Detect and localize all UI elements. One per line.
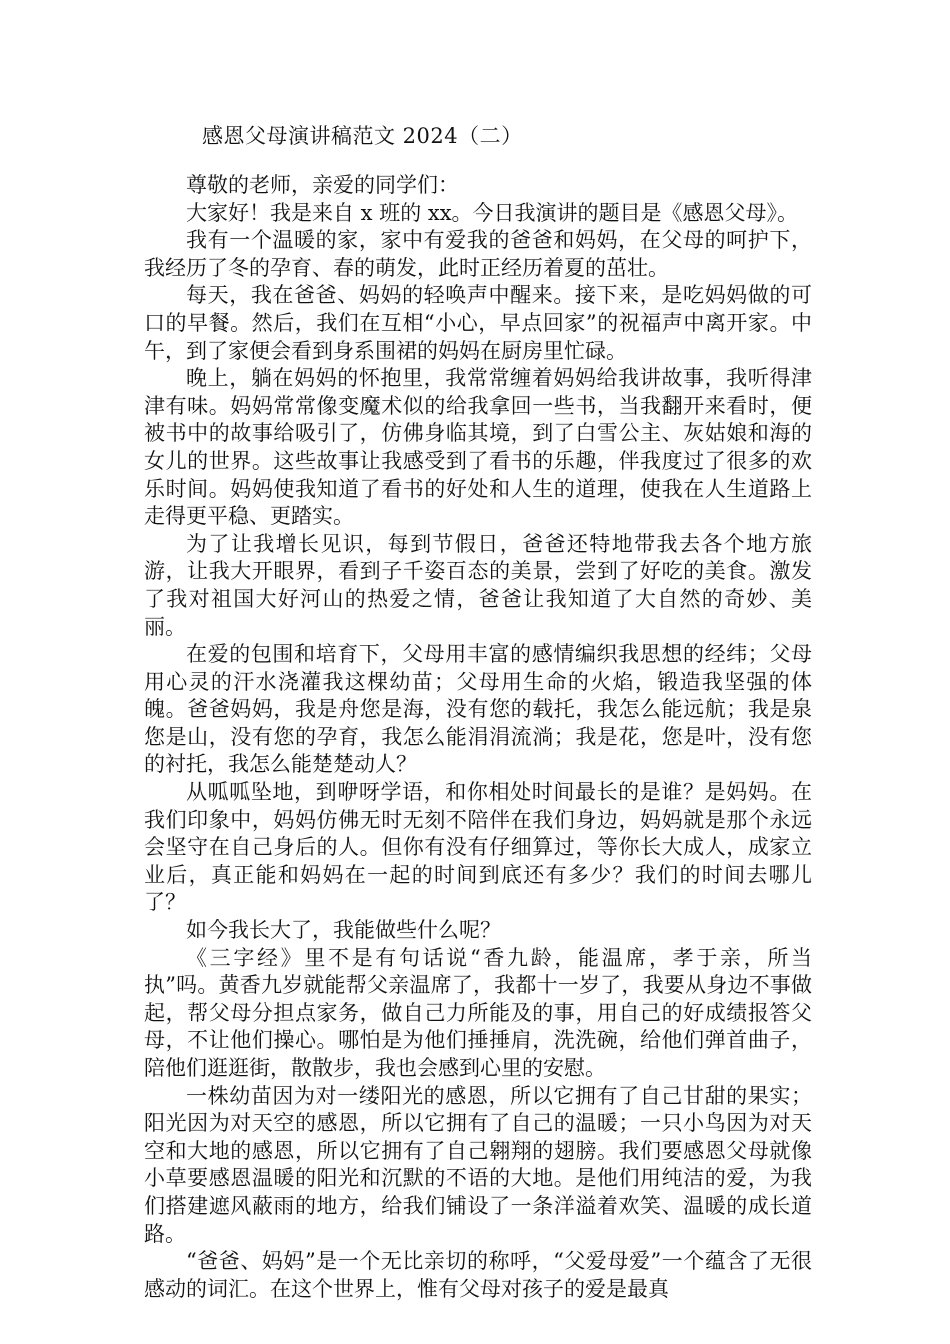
body-paragraph: 大家好！我是来自 x 班的 xx。今日我演讲的题目是《感恩父母》。 [186, 200, 799, 225]
greeting-paragraph: 尊敬的老师，亲爱的同学们： [186, 173, 459, 197]
body-paragraph: 每天，我在爸爸、妈妈的轻唤声中醒来。接下来，是吃妈妈做的可口的早餐。然后，我们在互相“小心，早点回家”的祝福声中离开家。中午，到了家便会看到身系围裙的妈妈在厨房里忙碌。 [144, 283, 812, 363]
body-paragraph: “爸爸、妈妈”是一个无比亲切的称呼，“父爱母爱”一个蕴含了无很感动的词汇。在这个世界上，惟有父母对孩子的爱是最真 [144, 1249, 812, 1301]
body-paragraph: 从呱呱坠地，到咿呀学语，和你相处时间最长的是谁？是妈妈。在我们印象中，妈妈仿佛无时无刻不陪伴在我们身边，妈妈就是那个永远会坚守在自己身后的人。但你有没有仔细算过，等你长大成人，成家立业后，真正能和妈妈在一起的时间到底还有多少？我们的时间去哪儿了？ [144, 780, 812, 915]
body-paragraph: 一株幼苗因为对一缕阳光的感恩，所以它拥有了自己甘甜的果实；阳光因为对天空的感恩，所以它拥有了自己的温暖；一只小鸟因为对天空和大地的感恩，所以它拥有了自己翱翔的翅膀。我们要感恩父母就像小草要感恩温暖的阳光和沉默的不语的大地。是他们用纯洁的爱，为我们搭建遮风蔽雨的地方，给我们铺设了一条洋溢着欢笑、温暖的成长道路。 [144, 1083, 812, 1246]
body-paragraph: 如今我长大了，我能做些什么呢？ [186, 918, 501, 943]
body-paragraph: 《三字经》里不是有句话说“香九龄，能温席，孝于亲，所当执”吗。黄香九岁就能帮父亲温席了，我都十一岁了，我要从身边不事做起，帮父母分担点家务，做自己力所能及的事，用自己的好成绩报答父母，不让他们操心。哪怕是为他们捶捶肩，洗洗碗，给他们弹首曲子，陪他们逛逛街，散散步，我也会感到心里的安慰。 [144, 945, 812, 1080]
body-paragraph: 晚上，躺在妈妈的怀抱里，我常常缠着妈妈给我讲故事，我听得津津有味。妈妈常常像变魔术似的给我拿回一些书，当我翻开来看时，便被书中的故事给吸引了，仿佛身临其境，到了白雪公主、灰姑娘和海的女儿的世界。这些故事让我感受到了看书的乐趣，伴我度过了很多的欢乐时间。妈妈使我知道了看书的好处和人生的道理，使我在人生道路上走得更平稳、更踏实。 [144, 366, 812, 529]
body-paragraph: 为了让我增长见识，每到节假日，爸爸还特地带我去各个地方旅游，让我大开眼界，看到子千姿百态的美景，尝到了好吃的美食。激发了我对祖国大好河山的热爱之情，爸爸让我知道了大自然的奇妙、美丽。 [144, 531, 812, 639]
document-body [144, 172, 812, 1303]
document-title: 感恩父母演讲稿范文 2024（二） [202, 124, 523, 148]
body-paragraph: 在爱的包围和培育下，父母用丰富的感情编织我思想的经纬；父母用心灵的汗水浇灌我这棵幼苗；父母用生命的火焰，锻造我坚强的体魄。爸爸妈妈，我是舟您是海，没有您的载托，我怎么能远航；我是泉您是山，没有您的孕育，我怎么能涓涓流淌；我是花，您是叶，没有您的衬托，我怎么能楚楚动人？ [144, 642, 812, 777]
body-paragraph: 我有一个温暖的家，家中有爱我的爸爸和妈妈，在父母的呵护下，我经历了冬的孕育、春的萌发，此时正经历着夏的茁壮。 [144, 228, 812, 280]
